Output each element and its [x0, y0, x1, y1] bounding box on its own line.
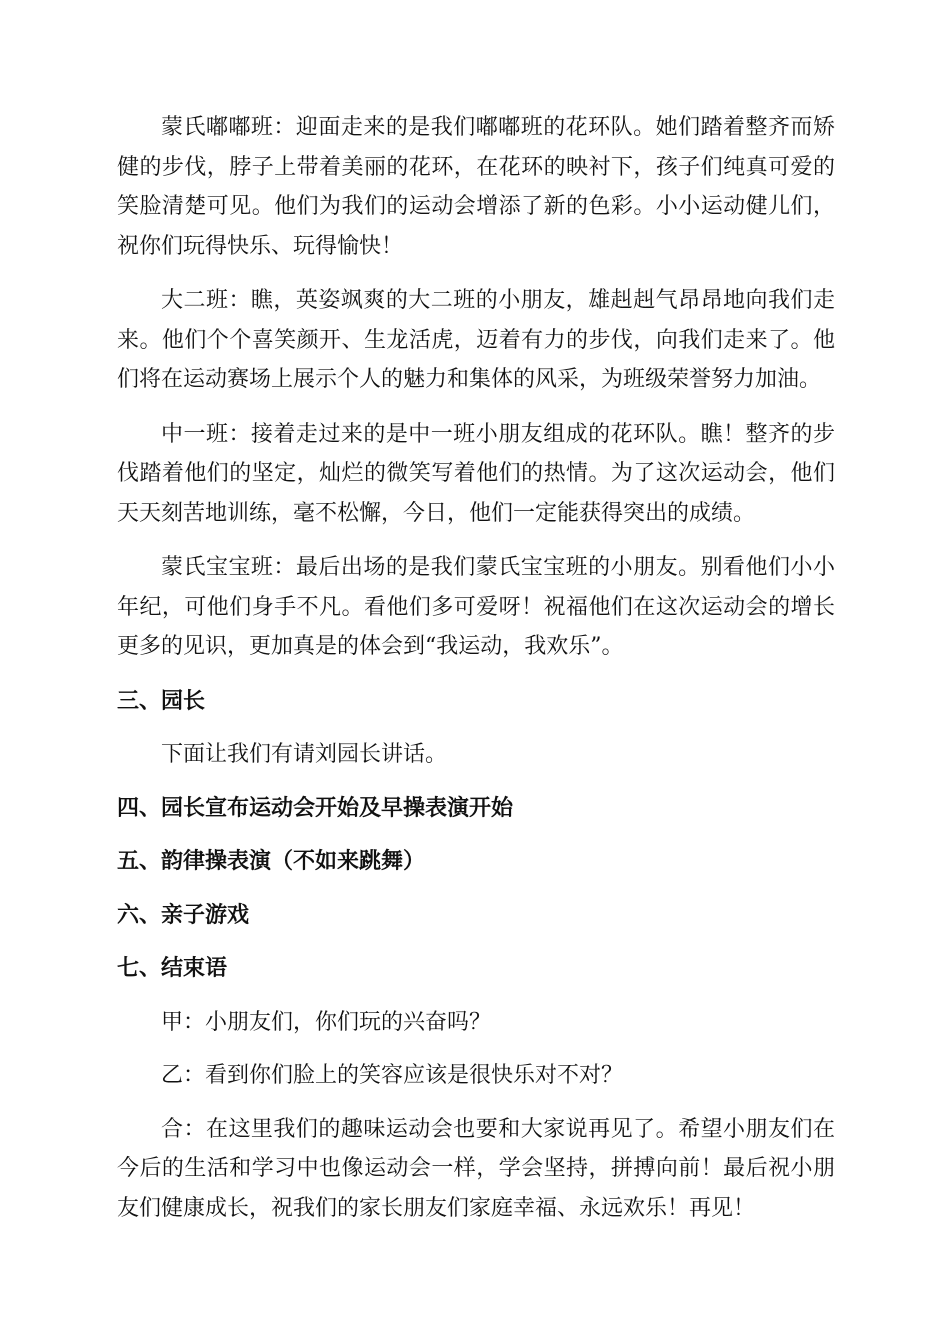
paragraph-da-er-ban: 大二班：瞧，英姿飒爽的大二班的小朋友，雄赳赳气昂昂地向我们走来。他们个个喜笑颜开、生龙活虎，迈着有力的步伐，向我们走来了。他们将在运动赛场上展示个人的魅力和集体的风采，为班级荣誉努力加油。 [117, 288, 835, 392]
section-heading-6: 六、亲子游戏 [117, 902, 250, 928]
section-heading-5: 五、韵律操表演（不如来跳舞） [117, 849, 426, 874]
closing-line-yi: 乙：看到你们脸上的笑容应该是很快乐对不对？ [161, 1063, 624, 1088]
document-body [117, 108, 835, 1243]
section-heading-3: 三、园长 [117, 688, 206, 714]
section-3-text: 下面让我们有请刘园长讲话。 [161, 742, 448, 767]
closing-paragraph-he: 合：在这里我们的趣味运动会也要和大家说再见了。希望小朋友们在今后的生活和学习中也像运动会一样，学会坚持，拼搏向前！最后祝小朋友们健康成长，祝我们的家长朋友们家庭幸福、永远欢乐！再见！ [117, 1116, 835, 1221]
paragraph-mengshi-dudu: 蒙氏嘟嘟班：迎面走来的是我们嘟嘟班的花环队。她们踏着整齐而矫健的步伐，脖子上带着美丽的花环，在花环的映衬下，孩子们纯真可爱的笑脸清楚可见。他们为我们的运动会增添了新的色彩。小小运动健儿们，祝你们玩得快乐、玩得愉快！ [117, 115, 835, 259]
section-heading-7: 七、结束语 [117, 956, 228, 981]
section-heading-4: 四、园长宣布运动会开始及早操表演开始 [117, 795, 514, 821]
paragraph-mengshi-baobao: 蒙氏宝宝班：最后出场的是我们蒙氏宝宝班的小朋友。别看他们小小年纪，可他们身手不凡。看他们多可爱呀！祝福他们在这次运动会的增长更多的见识，更加真是的体会到“我运动，我欢乐”。 [117, 555, 835, 659]
closing-line-jia: 甲：小朋友们，你们玩的兴奋吗？ [161, 1009, 492, 1035]
paragraph-zhong-yi-ban: 中一班：接着走过来的是中一班小朋友组成的花环队。瞧！整齐的步伐踏着他们的坚定，灿烂的微笑写着他们的热情。为了这次运动会，他们天天刻苦地训练，毫不松懈，今日，他们一定能获得突出的成绩。 [117, 421, 835, 526]
